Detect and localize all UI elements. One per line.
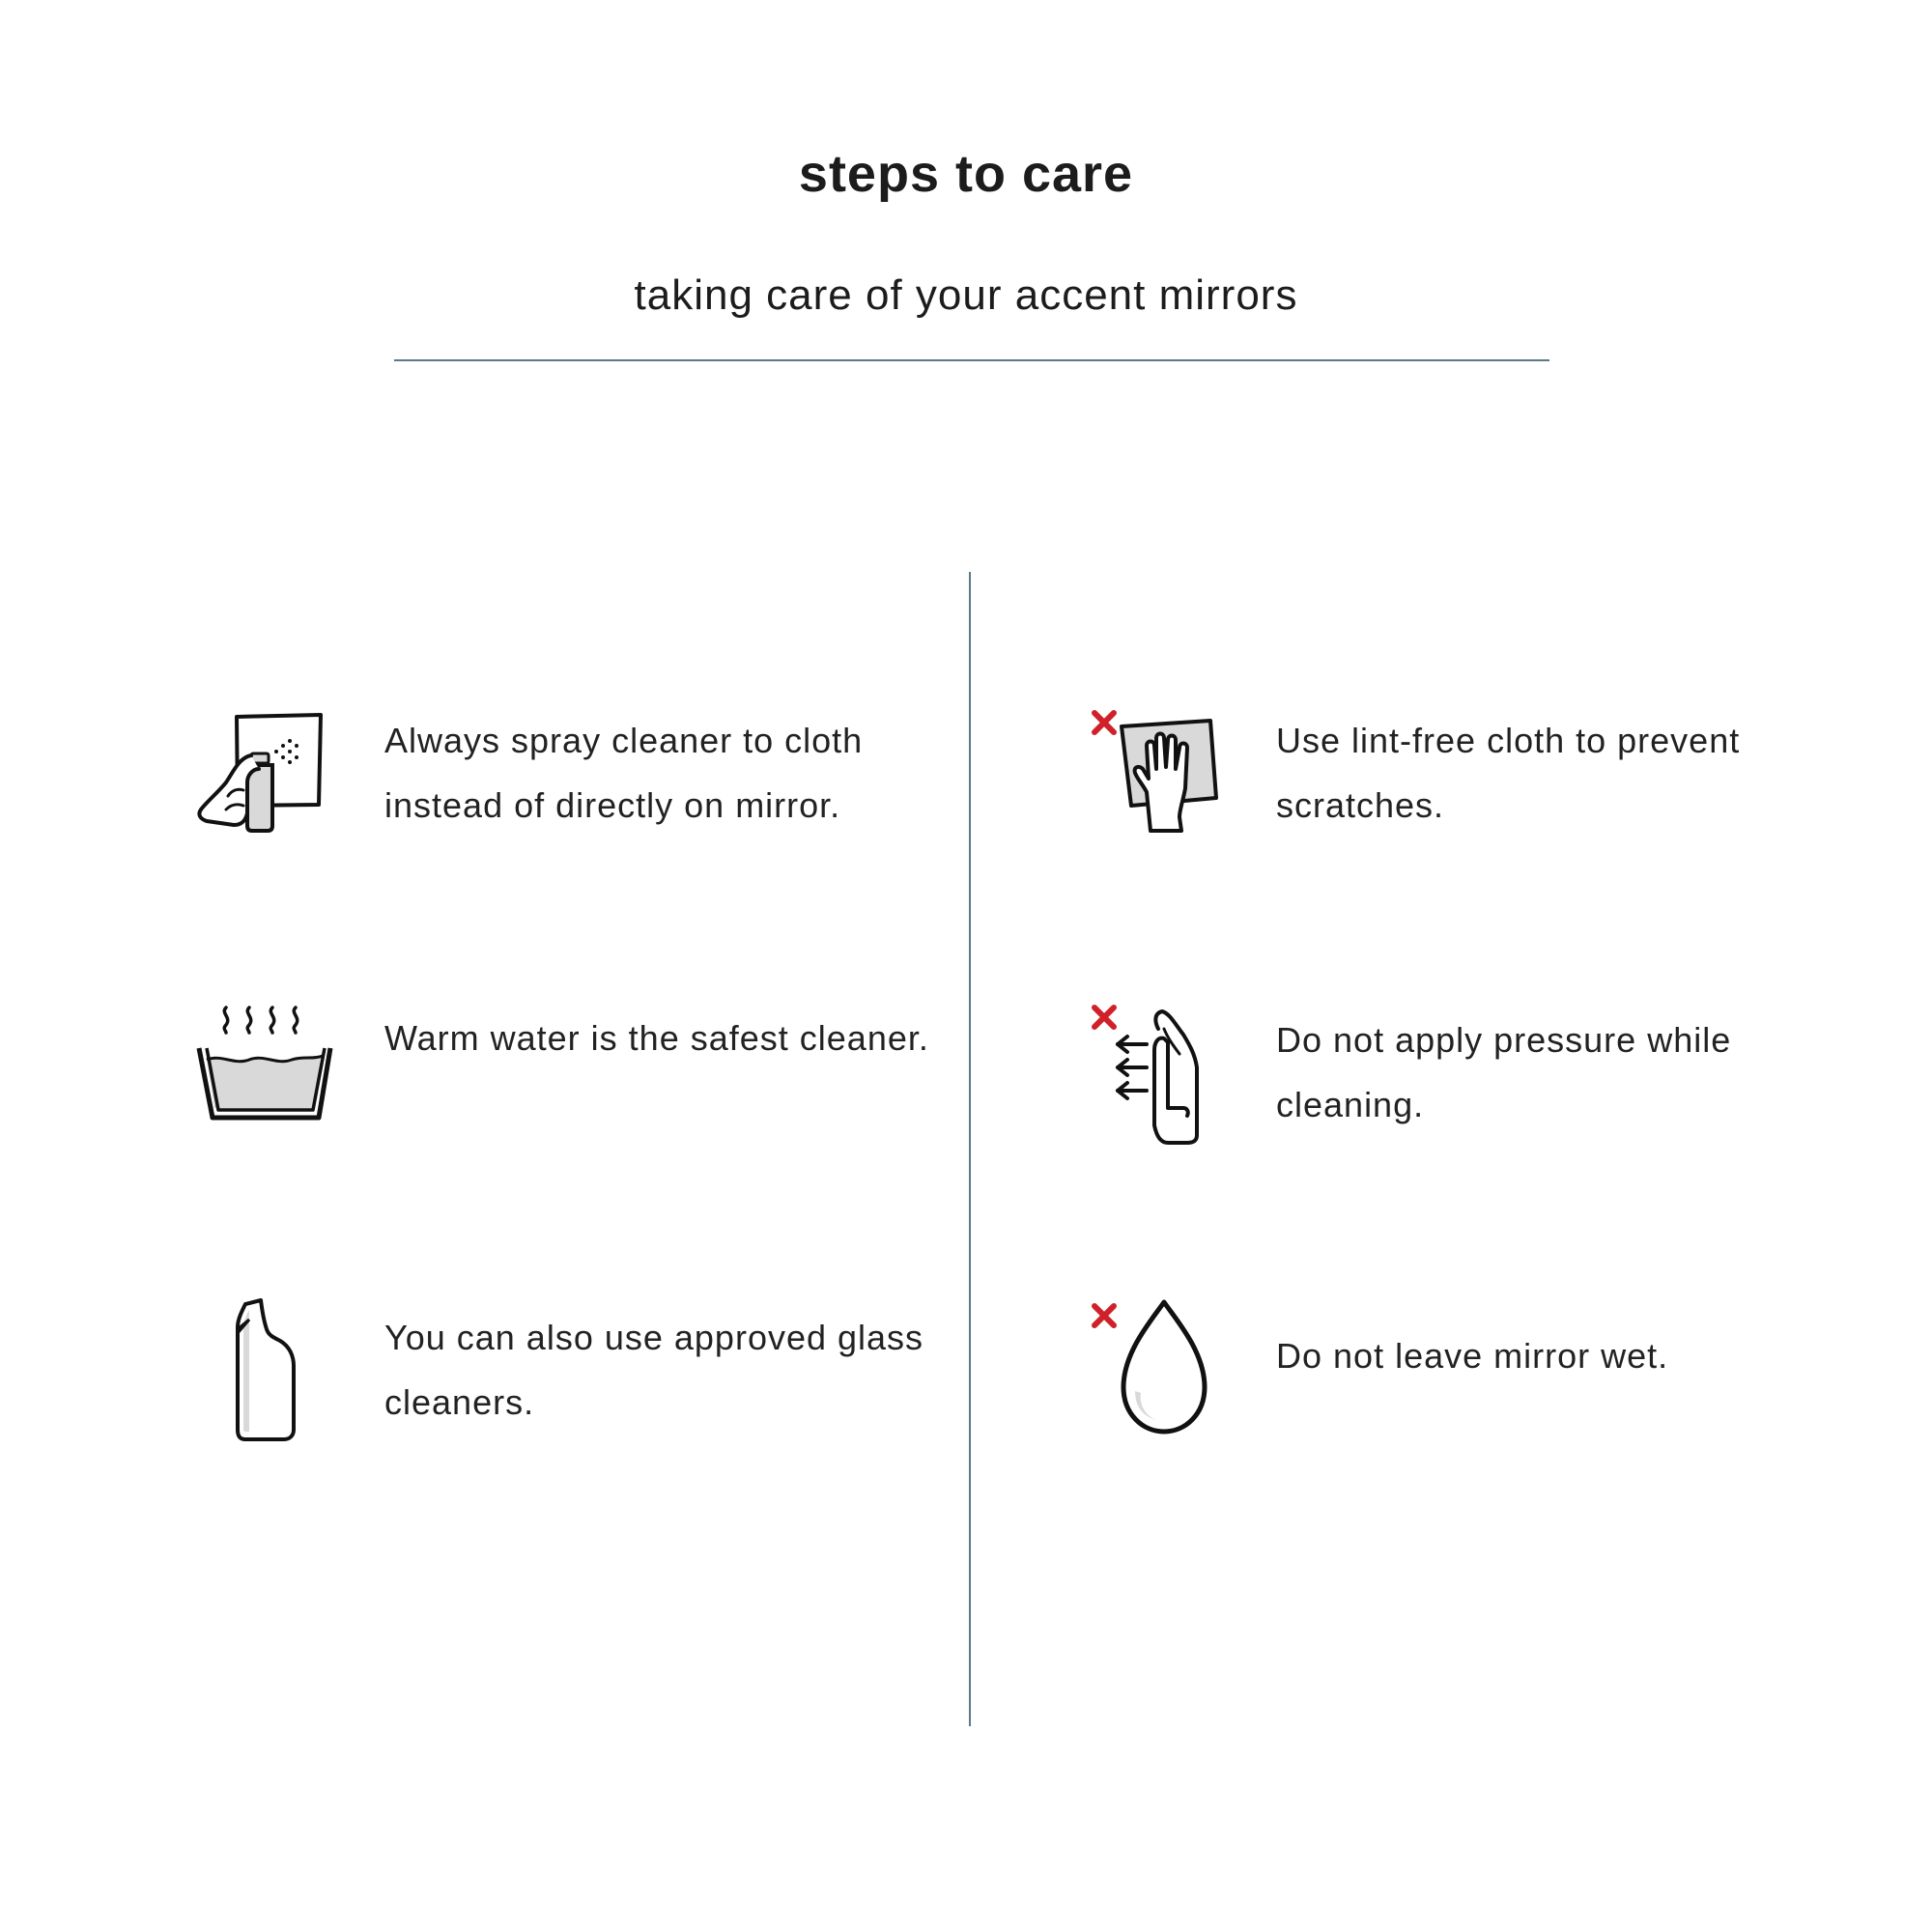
page-subtitle: taking care of your accent mirrors xyxy=(634,271,1298,319)
column-divider xyxy=(969,572,971,1726)
no-pressure-hand-icon xyxy=(1087,1000,1232,1145)
arrows-left-icon xyxy=(1118,1037,1147,1098)
care-item-text: Use lint-free cloth to prevent scratches. xyxy=(1276,721,1741,825)
page-title: steps to care xyxy=(798,145,1134,203)
care-item-text: Warm water is the safest cleaner. xyxy=(384,1018,929,1058)
care-item-text: Do not leave mirror wet. xyxy=(1276,1336,1669,1376)
care-item-text: Always spray cleaner to cloth instead of directly on mirror. xyxy=(384,721,864,825)
warning-x-icon xyxy=(1094,1008,1114,1027)
warning-x-icon xyxy=(1094,713,1114,732)
warm-water-basin-icon xyxy=(193,1000,338,1145)
spray-cloth-icon xyxy=(193,705,338,850)
care-item-text: Do not apply pressure while cleaning. xyxy=(1276,1020,1732,1124)
water-drop-icon xyxy=(1087,1294,1232,1439)
lint-free-cloth-hand-icon xyxy=(1087,705,1232,850)
care-item-text: You can also use approved glass cleaners. xyxy=(384,1318,924,1422)
glass-cleaner-bottle-icon xyxy=(193,1294,338,1439)
header-divider xyxy=(394,359,1549,361)
warning-x-icon xyxy=(1094,1306,1114,1325)
